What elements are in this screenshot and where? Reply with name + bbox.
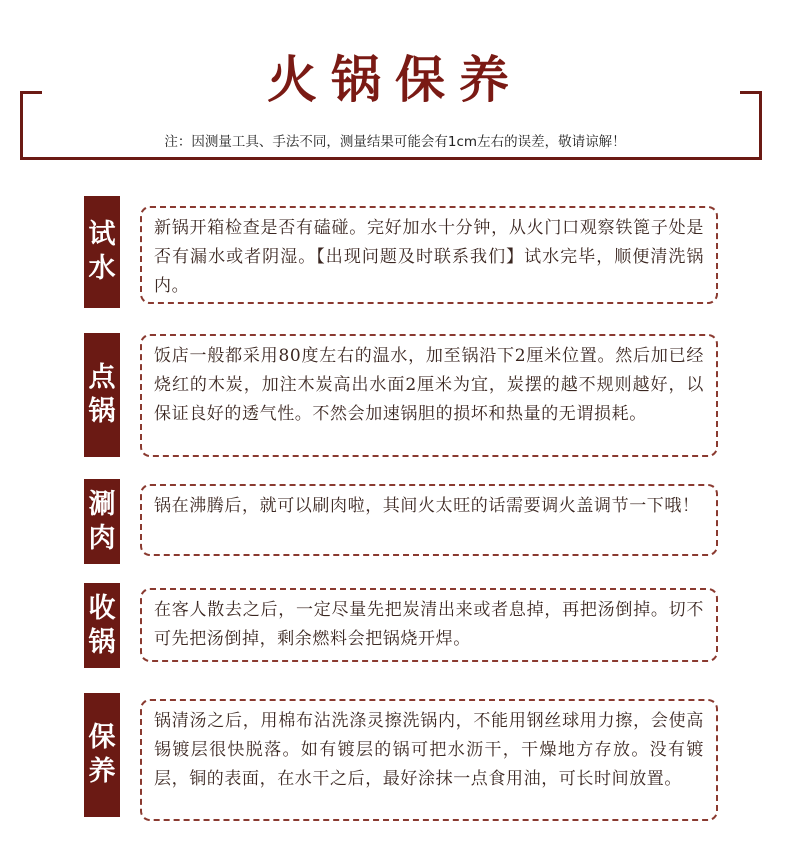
measurement-note: 注：因测量工具、手法不同，测量结果可能会有1cm左右的误差，敬请谅解！: [164, 134, 626, 150]
label-char: 肉: [88, 522, 116, 554]
section-text: 锅清汤之后，用棉布沾洗涤灵擦洗锅内，不能用钢丝球用力擦，会使高锡镀层很快脱落。如有镀层的锅可把水沥干，干燥地方存放。没有镀层，铜的表面，在水干之后，最好涂抹一点食用油，可长时间放置。: [154, 711, 704, 789]
section-text-box: [140, 484, 718, 556]
section-text: 饭店一般都采用80度左右的温水，加至锅沿下2厘米位置。然后加已经烧红的木炭，加注木炭高出水面2厘米为宜，炭摆的越不规则越好，以保证良好的透气性。不然会加速锅胆的损坏和热量的无谓损耗。: [154, 346, 704, 424]
label-char: 锅: [88, 396, 116, 427]
label-char: 试: [88, 219, 116, 250]
label-char: 涮: [88, 488, 116, 520]
label-char: 收: [88, 592, 116, 624]
section-text: 锅在沸腾后，就可以刷肉啦，其间火太旺的话需要调火盖调节一下哦！: [154, 496, 700, 516]
label-char: 水: [88, 253, 116, 284]
section-text-box: [140, 206, 718, 304]
label-char: 锅: [88, 626, 116, 658]
label-char: 点: [88, 362, 116, 393]
section-label: [84, 693, 120, 817]
section-label: [84, 479, 120, 564]
section-label: [84, 333, 120, 457]
label-char: 保: [88, 722, 116, 753]
section-text: 新锅开箱检查是否有磕碰。完好加水十分钟，从火门口观察铁篦子处是否有漏水或者阴湿。【出现问题及时联系我们】试水完毕，顺便清洗锅内。: [154, 218, 704, 296]
header-rule: [20, 157, 762, 160]
section-text-box: [140, 334, 718, 457]
section-text: 在客人散去之后，一定尽量先把炭清出来或者息掉，再把汤倒掉。切不可先把汤倒掉，剩余燃料会把锅烧开焊。: [154, 600, 704, 649]
section-label: [84, 583, 120, 668]
label-char: 养: [88, 756, 116, 787]
section-text-box: [140, 588, 718, 662]
page-title: 火锅保养: [267, 51, 523, 109]
section-text-box: [140, 699, 718, 821]
header: [0, 0, 790, 170]
section-label: [84, 196, 120, 308]
